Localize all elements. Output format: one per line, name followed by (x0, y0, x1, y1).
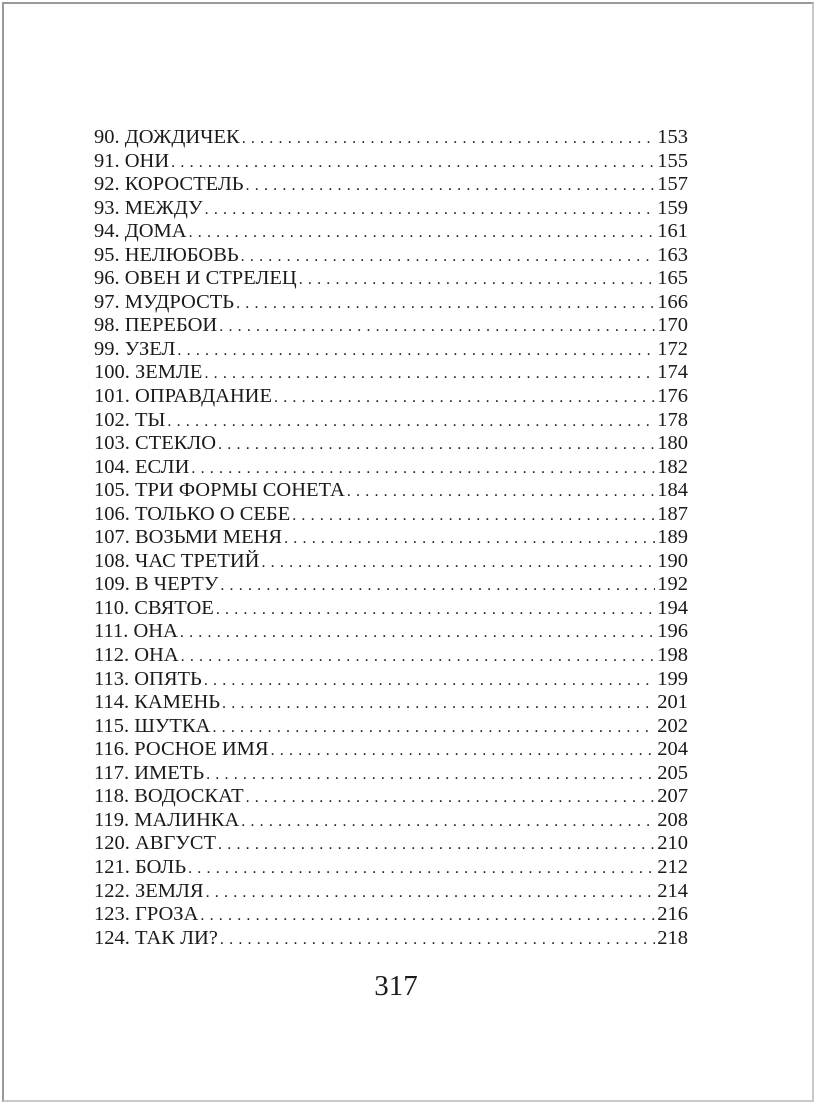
toc-entry (94, 550, 688, 574)
toc-entry (94, 927, 688, 951)
toc-entry (94, 597, 688, 621)
toc-entry-title: 111. ОНА (94, 620, 178, 643)
dot-leader (191, 456, 655, 480)
dot-leader (189, 220, 656, 244)
toc-entry-title: 116. РОСНОЕ ИМЯ (94, 738, 269, 761)
dot-leader (177, 338, 655, 362)
toc-entry-page: 157 (657, 173, 688, 196)
dot-leader (246, 173, 656, 197)
toc-entry (94, 809, 688, 833)
toc-entry (94, 456, 688, 480)
toc-entry-page: 165 (657, 267, 688, 290)
toc-entry-page: 180 (657, 432, 688, 455)
toc-entry (94, 150, 688, 174)
toc-entry-page: 159 (657, 196, 688, 219)
toc-entry-title: 92. КОРОСТЕЛЬ (94, 173, 244, 196)
toc-entry (94, 244, 688, 268)
toc-entry-page: 216 (657, 903, 688, 926)
dot-leader (236, 291, 655, 315)
toc-entry-page: 187 (657, 502, 688, 525)
dot-leader (241, 244, 656, 268)
toc-entry-page: 153 (657, 126, 688, 148)
toc-entry (94, 197, 688, 221)
toc-entry-title: 123. ГРОЗА (94, 903, 199, 926)
toc-entry (94, 668, 688, 692)
toc-entry (94, 503, 688, 527)
toc-entry (94, 267, 688, 291)
toc-entry-page: 184 (657, 479, 688, 502)
toc-entry-page: 204 (657, 738, 688, 761)
toc-entry (94, 880, 688, 904)
toc-entry-title: 106. ТОЛЬКО О СЕБЕ (94, 502, 291, 525)
toc-entry-title: 100. ЗЕМЛЕ (94, 361, 203, 384)
toc-entry-page: 178 (657, 408, 688, 431)
dot-leader (200, 903, 655, 927)
dot-leader (219, 314, 655, 338)
dot-leader (261, 550, 655, 574)
toc-entry-title: 95. НЕЛЮБОВЬ (94, 243, 239, 266)
dot-leader (167, 409, 655, 433)
table-of-contents (94, 126, 688, 950)
dot-leader (181, 644, 656, 668)
toc-entry-title: 102. ТЫ (94, 408, 166, 431)
toc-entry (94, 573, 688, 597)
toc-entry-page: 198 (657, 644, 688, 667)
toc-entry (94, 432, 688, 456)
toc-entry-title: 120. АВГУСТ (94, 832, 217, 855)
toc-entry (94, 173, 688, 197)
toc-entry-page: 192 (657, 573, 688, 596)
toc-entry (94, 715, 688, 739)
toc-entry-title: 101. ОПРАВДАНИЕ (94, 385, 273, 408)
dot-leader (205, 197, 656, 221)
toc-entry-title: 121. БОЛЬ (94, 855, 187, 878)
toc-entry (94, 526, 688, 550)
toc-entry-title: 107. ВОЗЬМИ МЕНЯ (94, 526, 283, 549)
dot-leader (218, 832, 655, 856)
toc-entry (94, 479, 688, 503)
toc-entry (94, 338, 688, 362)
toc-entry-title: 104. ЕСЛИ (94, 455, 190, 478)
toc-entry-title: 108. ЧАС ТРЕТИЙ (94, 549, 260, 572)
dot-leader (347, 479, 655, 503)
dot-leader (180, 620, 655, 644)
book-page (2, 2, 814, 1102)
toc-entry-title: 103. СТЕКЛО (94, 432, 217, 455)
toc-entry (94, 644, 688, 668)
toc-entry-title: 119. МАЛИНКА (94, 808, 240, 831)
dot-leader (204, 668, 655, 692)
toc-entry-title: 105. ТРИ ФОРМЫ СОНЕТА (94, 479, 345, 502)
toc-entry-title: 115. ШУТКА (94, 714, 211, 737)
dot-leader (204, 361, 655, 385)
toc-entry-title: 93. МЕЖДУ (94, 196, 203, 219)
toc-entry-page: 189 (657, 526, 688, 549)
toc-entry-page: 174 (657, 361, 688, 384)
dot-leader (222, 691, 655, 715)
toc-entry-title: 109. В ЧЕРТУ (94, 573, 219, 596)
toc-entry-page: 161 (657, 220, 688, 243)
toc-entry-page: 214 (657, 879, 688, 902)
toc-entry-page: 170 (657, 314, 688, 337)
toc-entry-page: 176 (657, 385, 688, 408)
toc-entry (94, 903, 688, 927)
page-number: 317 (374, 970, 418, 1002)
toc-entry (94, 762, 688, 786)
toc-entry-title: 110. СВЯТОЕ (94, 596, 214, 619)
toc-entry-title: 118. ВОДОСКАТ (94, 785, 244, 808)
dot-leader (216, 597, 655, 621)
dot-leader (274, 385, 655, 409)
toc-entry-title: 98. ПЕРЕБОИ (94, 314, 218, 337)
toc-entry (94, 738, 688, 762)
dot-leader (206, 762, 655, 786)
toc-entry-page: 163 (657, 243, 688, 266)
dot-leader (212, 715, 655, 739)
toc-entry-page: 199 (657, 667, 688, 690)
toc-entry-title: 90. ДОЖДИЧЕК (94, 126, 240, 148)
toc-entry (94, 856, 688, 880)
toc-entry-title: 114. КАМЕНЬ (94, 691, 221, 714)
toc-entry-title: 122. ЗЕМЛЯ (94, 879, 204, 902)
toc-entry-page: 212 (657, 855, 688, 878)
toc-entry-page: 218 (657, 926, 688, 949)
dot-leader (241, 809, 655, 833)
toc-entry-title: 99. УЗЕЛ (94, 337, 176, 360)
dot-leader (206, 880, 656, 904)
toc-entry (94, 314, 688, 338)
toc-entry-title: 96. ОВЕН И СТРЕЛЕЦ (94, 267, 297, 290)
dot-leader (220, 927, 655, 951)
toc-entry-page: 155 (657, 149, 688, 172)
dot-leader (246, 785, 656, 809)
toc-entry (94, 691, 688, 715)
toc-entry-title: 113. ОПЯТЬ (94, 667, 202, 690)
toc-entry-title: 91. ОНИ (94, 149, 170, 172)
dot-leader (188, 856, 655, 880)
toc-entry-page: 182 (657, 455, 688, 478)
toc-entry (94, 291, 688, 315)
toc-entry-page: 196 (657, 620, 688, 643)
toc-entry-page: 202 (657, 714, 688, 737)
toc-entry-title: 117. ИМЕТЬ (94, 761, 205, 784)
toc-entry-page: 208 (657, 808, 688, 831)
toc-entry-title: 112. ОНА (94, 644, 179, 667)
toc-entry-page: 166 (657, 290, 688, 313)
toc-entry-page: 172 (657, 337, 688, 360)
toc-entry (94, 385, 688, 409)
toc-entry-page: 205 (657, 761, 688, 784)
toc-entry (94, 832, 688, 856)
dot-leader (271, 738, 656, 762)
dot-leader (284, 526, 655, 550)
toc-entry (94, 361, 688, 385)
toc-entry-title: 97. МУДРОСТЬ (94, 290, 235, 313)
dot-leader (299, 267, 656, 291)
dot-leader (292, 503, 655, 527)
dot-leader (218, 432, 655, 456)
toc-entry-page: 194 (657, 596, 688, 619)
toc-entry-page: 210 (657, 832, 688, 855)
dot-leader (171, 150, 655, 174)
dot-leader (220, 573, 655, 597)
dot-leader (242, 126, 656, 150)
toc-entry (94, 785, 688, 809)
toc-entry (94, 409, 688, 433)
toc-entry-page: 207 (657, 785, 688, 808)
toc-entry (94, 620, 688, 644)
toc-entry (94, 126, 688, 150)
toc-entry-page: 190 (657, 549, 688, 572)
toc-entry-title: 124. ТАК ЛИ? (94, 926, 218, 949)
toc-entry-page: 201 (657, 691, 688, 714)
toc-entry (94, 220, 688, 244)
toc-entry-title: 94. ДОМА (94, 220, 187, 243)
